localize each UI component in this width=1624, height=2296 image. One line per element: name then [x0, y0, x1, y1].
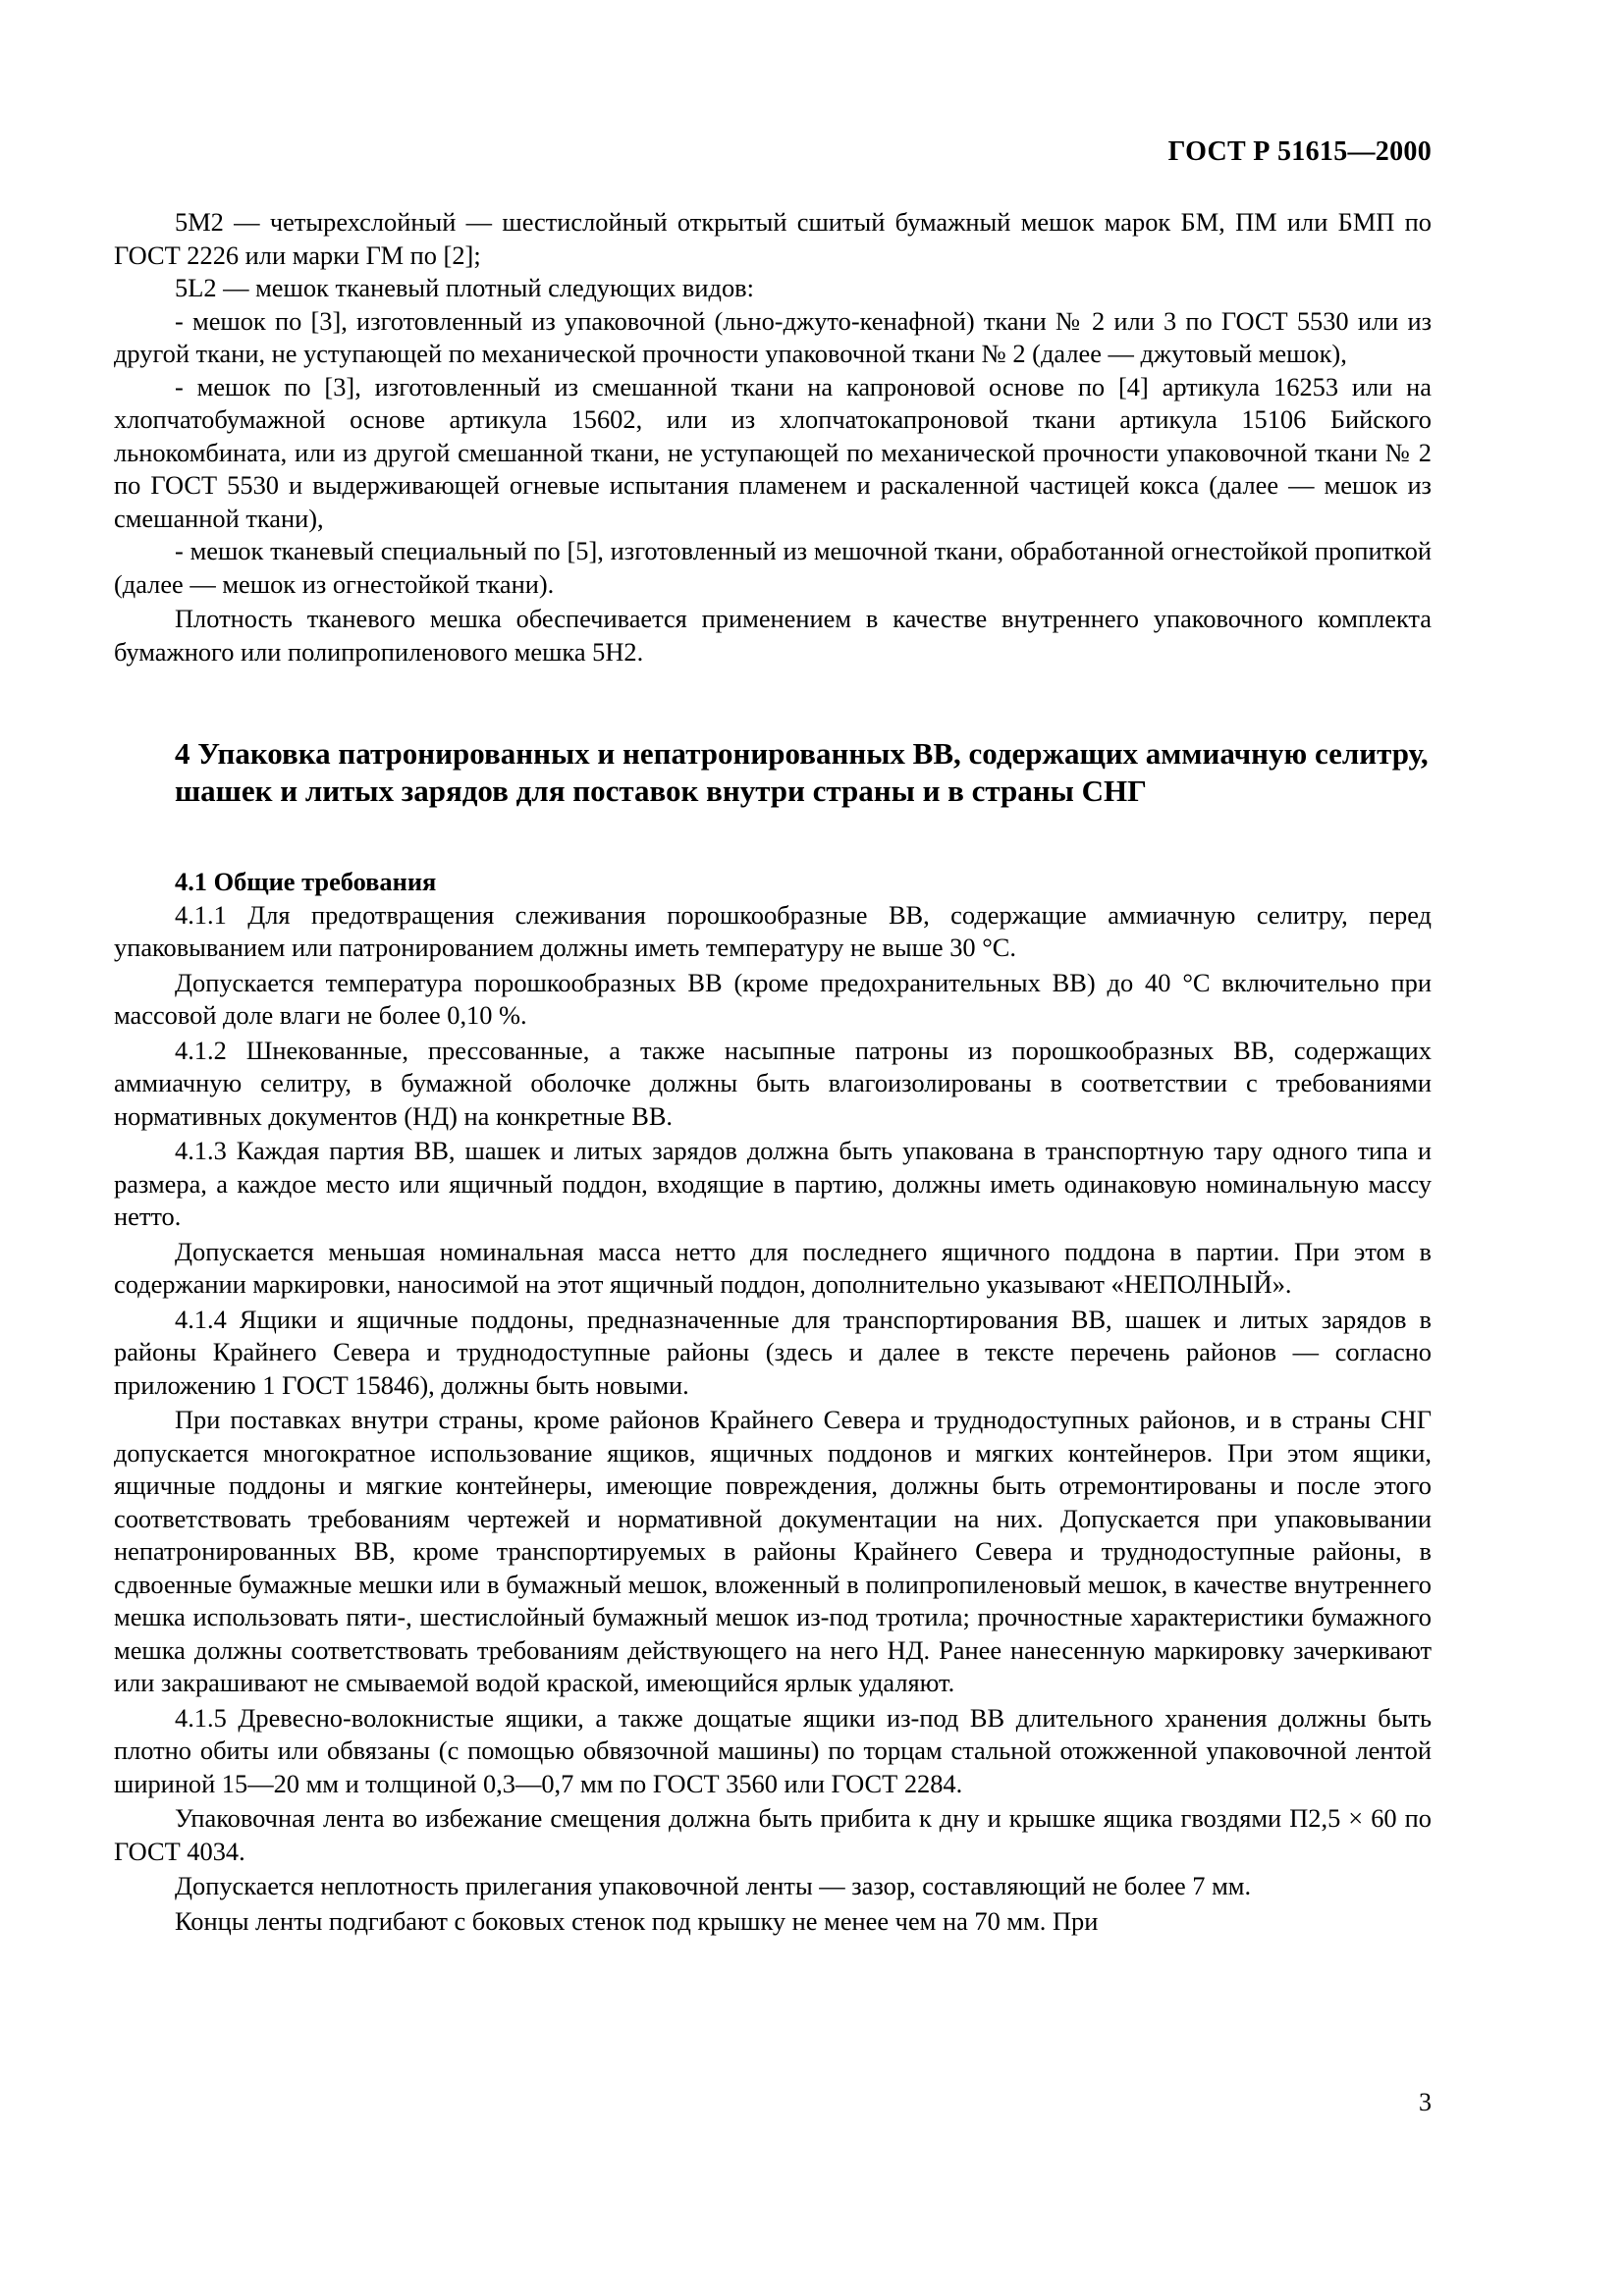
paragraph: 4.1.3 Каждая партия ВВ, шашек и литых зарядов должна быть упакована в транспортную тару одного типа и размера, а каждое место или ящичный поддон, входящие в партию, должны иметь одинаковую номинальную массу нетто.	[114, 1136, 1432, 1231]
paragraph: - мешок тканевый специальный по [5], изготовленный из мешочной ткани, обработанной огнестойкой пропиткой (далее — мешок из огнестойкой ткани).	[114, 536, 1432, 599]
paragraph: - мешок по [3], изготовленный из смешанной ткани на капроновой основе по [4] артикула 16253 или на хлопчатобумажной основе артикула 15602, или из хлопчатокапроновой ткани артикула 15106 Бийского льнокомбината, или из другой смешанной ткани, не уступающей по механической прочности упаковочной ткани № 2 по ГОСТ 5530 и выдерживающей огневые испытания пламенем и раскаленной частицей кокса (далее — мешок из смешанной ткани),	[114, 371, 1432, 533]
document-header: ГОСТ Р 51615—2000	[1167, 136, 1432, 167]
page-number: 3	[1419, 2088, 1432, 2116]
subsection-heading: 4.1 Общие требования	[175, 867, 437, 896]
paragraph: Допускается неплотность прилегания упаковочной ленты — зазор, составляющий не более 7 мм.	[175, 1871, 1252, 1900]
body-text	[114, 206, 1432, 1938]
paragraph: Концы ленты подгибают с боковых стенок под крышку не менее чем на 70 мм. При	[175, 1905, 1099, 1936]
paragraph: Допускается меньшая номинальная масса нетто для последнего ящичного поддона в партии. При этом в содержании маркировки, наносимой на этот ящичный поддон, дополнительно указывают «НЕПОЛНЫЙ».	[114, 1236, 1432, 1299]
paragraph: 4.1.4 Ящики и ящичные поддоны, предназначенные для транспортирования ВВ, шашек и литых зарядов в районы Крайнего Севера и труднодоступные районы (здесь и далее в тексте перечень районов — согласно приложению 1 ГОСТ 15846), должны быть новыми.	[114, 1304, 1432, 1400]
paragraph: 5М2 — четырехслойный — шестислойный открытый сшитый бумажный мешок марок БМ, ПМ или БМП по ГОСТ 2226 или марки ГМ по [2];	[114, 207, 1432, 270]
paragraph: Упаковочная лента во избежание смещения должна быть прибита к дну и крышке ящика гвоздями П2,5 × 60 по ГОСТ 4034.	[114, 1803, 1432, 1866]
paragraph: Допускается температура порошкообразных ВВ (кроме предохранительных ВВ) до 40 °С включительно при массовой доле влаги не более 0,10 %.	[114, 967, 1432, 1030]
paragraph: При поставках внутри страны, кроме районов Крайнего Севера и труднодоступных районов, и в страны СНГ допускается многократное использование ящиков, ящичных поддонов и мягких контейнеров. При этом ящики, ящичные поддоны и мягкие контейнеры, имеющие повреждения, должны быть отремонтированы и после этого соответствовать требованиям чертежей и нормативной документации на них. Допускается при упаковывании непатронированных ВВ, кроме транспортируемых в районы Крайнего Севера и труднодоступные районы, в сдвоенные бумажные мешки или в бумажный мешок, вложенный в полипропиленовый мешок, в качестве внутреннего мешка использовать пяти-, шестислойный бумажный мешок из-под тротила; прочностные характеристики бумажного мешка должны соответствовать требованиям действующего на него НД. Ранее нанесенную маркировку зачеркивают или закрашивают не смываемой водой краской, имеющийся ярлык удаляют.	[114, 1405, 1432, 1697]
paragraph: 5L2 — мешок тканевый плотный следующих видов:	[175, 273, 754, 302]
paragraph: - мешок по [3], изготовленный из упаковочной (льно-джуто-кенафной) ткани № 2 или 3 по ГОСТ 5530 или из другой ткани, не уступающей по механической прочности упаковочной ткани № 2 (далее — джутовый мешок),	[114, 305, 1432, 368]
paragraph: 4.1.5 Древесно-волокнистые ящики, а также дощатые ящики из-под ВВ длительного хранения должны быть плотно обиты или обвязаны (с помощью обвязочной машины) по торцам стальной отожженной упаковочной лентой шириной 15—20 мм и толщиной 0,3—0,7 мм по ГОСТ 3560 или ГОСТ 2284.	[114, 1702, 1432, 1798]
paragraph: 4.1.1 Для предотвращения слеживания порошкообразные ВВ, содержащие аммиачную селитру, перед упаковыванием или патронированием должны иметь температуру не выше 30 °С.	[114, 899, 1432, 962]
paragraph: 4.1.2 Шнекованные, прессованные, а также насыпные патроны из порошкообразных ВВ, содержащих аммиачную селитру, в бумажной оболочке должны быть влагоизолированы в соответствии с требованиями нормативных документов (НД) на конкретные ВВ.	[114, 1035, 1432, 1131]
paragraph: Плотность тканевого мешка обеспечивается применением в качестве внутреннего упаковочного комплекта бумажного или полипропиленового мешка 5Н2.	[114, 604, 1432, 667]
section-heading: 4 Упаковка патронированных и непатронированных ВВ, содержащих аммиачную селитру, шашек и литых зарядов для поставок внутри страны и в страны СНГ	[175, 736, 1429, 808]
